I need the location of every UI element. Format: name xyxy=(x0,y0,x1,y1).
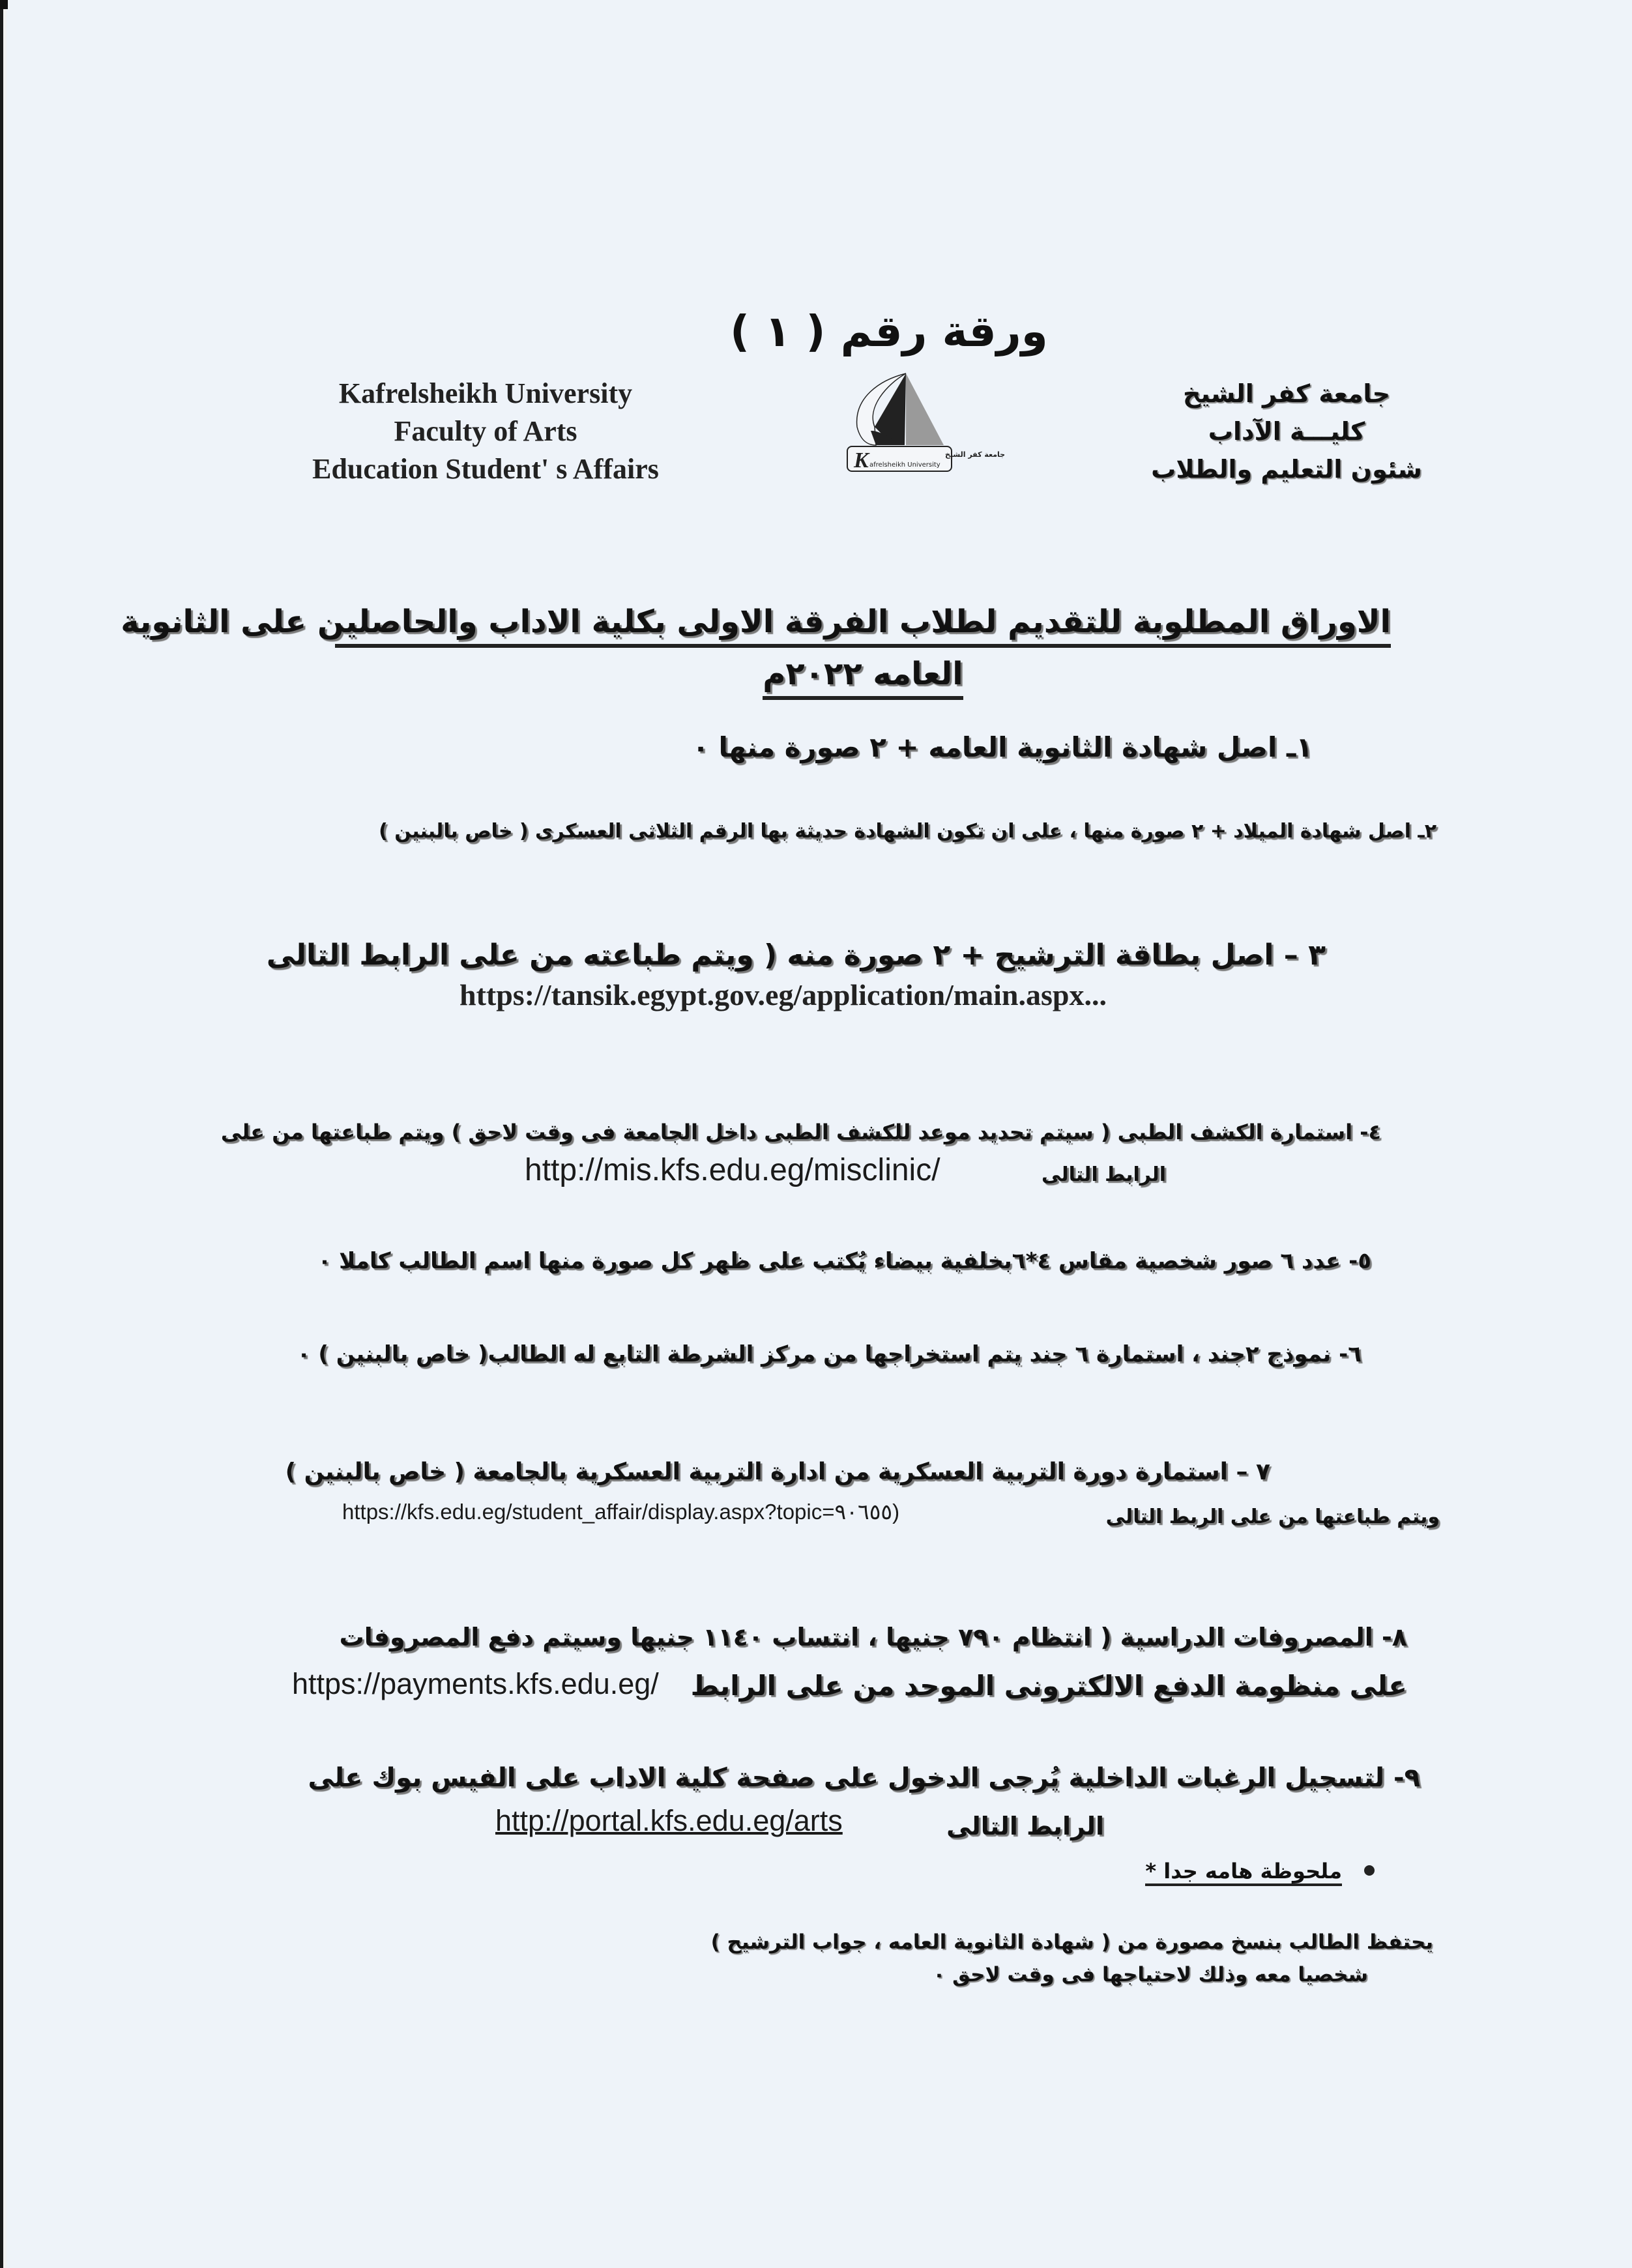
bullet-icon xyxy=(1364,1865,1375,1876)
page-label: ورقة رقم ( ١ ) xyxy=(730,306,1048,356)
header-english xyxy=(274,375,697,488)
header-department-en: Education Student' s Affairs xyxy=(312,453,659,485)
important-note-text: ملحوظة هامه جدا * xyxy=(1145,1859,1342,1886)
svg-text:جامعة كفر الشيخ: جامعة كفر الشيخ xyxy=(945,450,1006,459)
svg-text:afrelsheikh University: afrelsheikh University xyxy=(869,461,940,469)
requirement-item-8: ٨- المصروفات الدراسية ( انتظام ٧٩٠ جنيها ، انتساب ١١٤٠ جنيها وسيتم دفع المصروفات xyxy=(339,1623,1407,1651)
requirement-item-7: ٧ – استمارة دورة التربية العسكرية من ادارة التربية العسكرية بالجامعة ( خاص بالبنين ) xyxy=(285,1459,1270,1485)
requirement-item-9: ٩- لتسجيل الرغبات الداخلية يُرجى الدخول على صفحة كلية الاداب على الفيس بوك على xyxy=(308,1763,1420,1793)
university-logo xyxy=(828,368,1006,479)
logo-letter: K xyxy=(854,448,869,472)
requirement-item-2: ٢ـ اصل شهادة الميلاد + ٢ صورة منها ، على ان تكون الشهادة حديثة بها الرقم الثلاثى العسكرى ( خاص بالبنين ) xyxy=(379,820,1436,843)
header-faculty-en: Faculty of Arts xyxy=(394,415,577,447)
requirement-item-6: ٦- نموذج ٢جند ، استمارة ٦ جند يتم استخراجها من مركز الشرطة التابع له الطالب( خاص بالبنين ) ٠ xyxy=(297,1341,1362,1367)
payments-link[interactable]: https://payments.kfs.edu.eg/ xyxy=(292,1667,659,1700)
header-university-ar: جامعة كفر الشيخ xyxy=(1182,379,1391,408)
important-note-label xyxy=(1145,1859,1342,1883)
header-university-en: Kafrelsheikh University xyxy=(338,377,633,409)
heading-line-2: العامه ٢٠٢٢م xyxy=(763,652,963,700)
requirement-item-7-cont: ويتم طباعتها من على الربط التالى xyxy=(1105,1505,1440,1528)
pyramid-sail-logo-icon xyxy=(828,368,1006,479)
note-line-1: يحتفظ الطالب بنسخ مصورة من ( شهادة الثانوية العامه ، جواب الترشيح ) xyxy=(710,1930,1433,1954)
requirement-item-1: ١ـ اصل شهادة الثانوية العامه + ٢ صورة منها ٠ xyxy=(692,731,1313,763)
requirement-item-8-cont: على منظومة الدفع الالكترونى الموحد من على الرابط xyxy=(690,1670,1407,1702)
requirement-item-9-cont: الرابط التالى xyxy=(946,1812,1104,1840)
note-line-2: شخصيا معه وذلك لاحتياجها فى وقت لاحق ٠ xyxy=(933,1963,1368,1986)
main-heading xyxy=(121,600,1417,700)
header-arabic xyxy=(1150,375,1423,488)
scan-corner xyxy=(0,0,8,9)
portal-arts-link[interactable]: http://portal.kfs.edu.eg/arts xyxy=(495,1804,843,1837)
requirement-item-4-cont: الرابط التالى xyxy=(1041,1163,1166,1186)
scan-edge xyxy=(0,0,7,2268)
student-affair-link[interactable]: https://kfs.edu.eg/student_affair/display.aspx?topic=٩٠٦٥٥) xyxy=(342,1500,900,1524)
requirement-item-5: ٥- عدد ٦ صور شخصية مقاس ٤*٦بخلفية بيضاء يُكتب على ظهر كل صورة منها اسم الطالب كاملا ٠ xyxy=(317,1248,1371,1274)
header-faculty-ar: كليـــة الآداب xyxy=(1208,417,1365,446)
requirement-item-3: ٣ – اصل بطاقة الترشيح + ٢ صورة منه ( ويتم طباعته من على الرابط التالى xyxy=(266,938,1326,972)
header-department-ar: شئون التعليم والطلاب xyxy=(1151,455,1422,484)
tansik-link[interactable]: https://tansik.egypt.gov.eg/application/main.aspx... xyxy=(459,978,1107,1011)
misclinic-link[interactable]: http://mis.kfs.edu.eg/misclinic/ xyxy=(525,1153,940,1187)
requirement-item-4: ٤- استمارة الكشف الطبى ( سيتم تحديد موعد للكشف الطبى داخل الجامعة فى وقت لاحق ) ويتم طباعتها من على xyxy=(220,1120,1381,1144)
heading-line-1: الاوراق المطلوبة للتقديم لطلاب الفرقة الاولى بكلية الاداب والحاصلين على الثانوية xyxy=(335,600,1391,648)
